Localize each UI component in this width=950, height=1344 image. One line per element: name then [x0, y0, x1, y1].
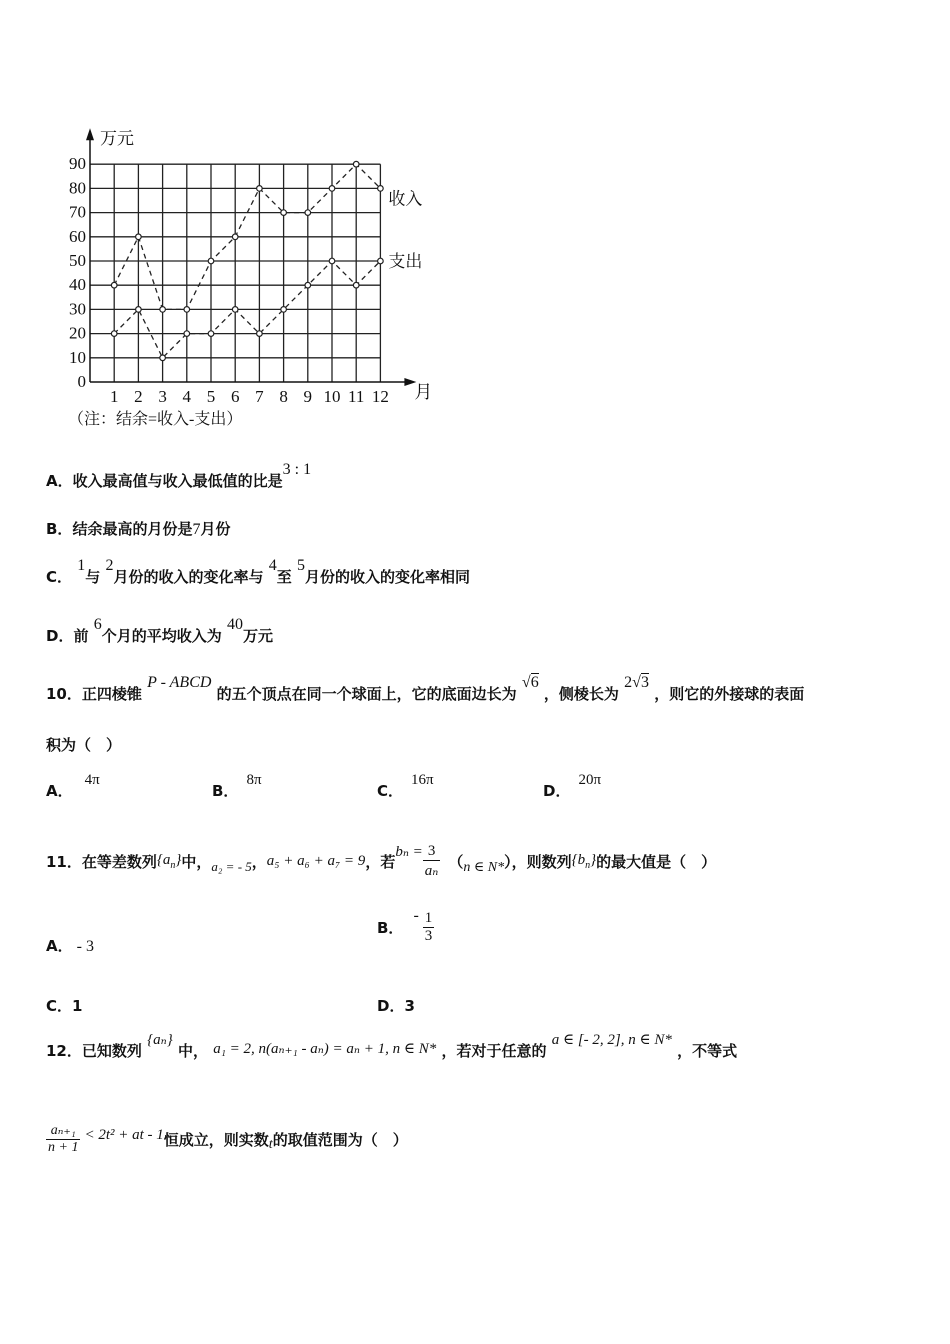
q9-option-d-t3: 万元 [242, 627, 273, 645]
q11-cond: n ∈ N* [463, 859, 505, 875]
q9-option-a-label: A． [46, 472, 73, 490]
q10-option-d-label: D． [543, 782, 571, 800]
q10-stem-line2: 积为（ ） [46, 736, 122, 754]
q11-option-d-value: 3 [404, 997, 415, 1015]
series-label-income: 收入 [388, 189, 423, 209]
x-tick-label: 6 [230, 387, 240, 406]
q12-seq: {aₙ} [147, 1032, 173, 1048]
q9-option-d-t1: 前 [73, 627, 89, 645]
q12-inequality-line [46, 1122, 408, 1156]
x-tick-label: 12 [371, 387, 389, 406]
q10-sqrt6: √6 [521, 674, 539, 691]
data-point [111, 282, 117, 288]
data-point [329, 186, 335, 192]
chart-note: （注：结余=收入-支出） [68, 411, 243, 428]
q9-option-d-m1: 6 [93, 616, 102, 633]
data-point [232, 307, 238, 313]
q11-option-b-sign: - [413, 906, 419, 924]
x-tick-label: 9 [303, 387, 313, 406]
data-point [208, 258, 214, 264]
q10-option-a-label: A． [46, 782, 73, 800]
q11-seq-b: $\{b_n\}$ [571, 851, 597, 871]
q12-frac [46, 1122, 80, 1156]
q9-option-d-t2: 个月的平均收入为 [101, 627, 222, 645]
q11-option-b [377, 906, 434, 945]
data-point [305, 282, 311, 288]
data-point [378, 186, 384, 192]
q10-option-a-value: 4π [84, 772, 100, 788]
y-axis-arrow [86, 128, 94, 140]
q10-option-b [212, 772, 262, 801]
q10-option-b-label: B． [212, 782, 239, 800]
chart-grid [90, 164, 380, 382]
q10-option-a [46, 772, 100, 801]
q10-t2: 的五个顶点在同一个球面上，它的底面边长为 [216, 685, 517, 703]
series-label-expense: 支出 [388, 252, 423, 271]
q11-t5: （ [448, 852, 464, 871]
q10-stem [46, 674, 805, 704]
q12-t3: ，若对于任意的 [441, 1042, 547, 1060]
x-tick-label: 7 [255, 387, 264, 406]
x-tick-label: 4 [182, 387, 192, 406]
y-tick-label: 70 [69, 202, 86, 222]
y-tick-label: 60 [69, 226, 86, 246]
q11-t7: 的最大值是（ ） [596, 852, 717, 871]
q11-seq-a: $\{a_n\}$ [156, 851, 182, 871]
q9-option-c-m1: 1 [77, 557, 86, 574]
q12-t4: ，不等式 [677, 1042, 738, 1060]
y-tick-label: 90 [69, 154, 86, 174]
q11-a2: a₂ = - 5 [211, 859, 252, 874]
q9-option-c-m2: 2 [105, 557, 114, 574]
q11-option-b-num: 1 [424, 910, 433, 926]
q12-t6: 的取值范围为（ ） [272, 1130, 408, 1149]
q11-bn-num: 3 [423, 843, 441, 861]
data-point [184, 307, 190, 313]
x-tick-label: 1 [109, 387, 119, 406]
q12-number: 12． [46, 1042, 82, 1060]
q11-number: 11． [46, 852, 82, 871]
q12-frac-num: aₙ₊₁ [46, 1122, 80, 1140]
q12-recurrence: a₁ = 2, n(aₙ₊₁ - aₙ) = aₙ + 1, n ∈ N* [213, 1041, 437, 1057]
q11-option-a [46, 935, 94, 956]
q12-var: t [268, 1137, 273, 1152]
data-point [184, 331, 190, 337]
q11-t1: 在等差数列 [81, 852, 157, 871]
q10-t1: 正四棱锥 [81, 685, 142, 703]
data-point [281, 307, 287, 313]
q12-stem [46, 1032, 738, 1061]
q9-option-c [46, 557, 471, 587]
x-tick-label: 2 [134, 387, 143, 406]
q9-option-c-t4: 月份的收入的变化率相同 [305, 568, 471, 586]
y-tick-label: 80 [69, 178, 86, 198]
q10-option-d [543, 772, 602, 801]
y-tick-label: 10 [69, 347, 86, 367]
q10-option-d-value: 20π [578, 772, 602, 788]
q11-stem [46, 836, 716, 886]
q9-option-b-text1: 结余最高的月份是 [72, 520, 193, 538]
q12-frac-den: n + 1 [48, 1140, 79, 1155]
q10-2sqrt3: 2√3 [624, 674, 649, 691]
data-point [232, 234, 238, 240]
q9-option-c-label: C． [46, 568, 73, 586]
y-tick-label: 20 [69, 323, 86, 343]
data-point [111, 331, 117, 337]
data-point [281, 210, 287, 216]
q9-option-c-t1: 与 [85, 568, 101, 586]
q11-t4: ，若 [365, 852, 396, 871]
data-point [378, 258, 384, 264]
q11-option-b-label: B． [377, 919, 404, 937]
q10-t4: ，则它的外接球的表面 [654, 685, 805, 703]
q9-option-b-label: B． [46, 520, 73, 538]
y-tick-label: 30 [69, 299, 86, 319]
q11-option-b-den: 3 [424, 928, 433, 944]
q12-domain: a ∈ [- 2, 2], n ∈ N* [551, 1032, 672, 1048]
q11-option-b-frac [423, 910, 435, 945]
q10-option-c-value: 16π [411, 772, 434, 788]
x-tick-label: 11 [348, 387, 365, 406]
q11-sum: a₅ + a₆ + a₇ = 9 [266, 852, 366, 869]
q9-option-a [46, 461, 312, 491]
x-tick-label: 8 [279, 387, 288, 406]
q11-option-c [46, 995, 82, 1016]
q9-option-c-t3: 至 [276, 568, 292, 586]
q10-sqrt6-radicand: 6 [530, 674, 539, 691]
q12-t1: 已知数列 [81, 1042, 142, 1060]
q9-option-b [46, 518, 230, 539]
q11-option-a-value: - 3 [76, 938, 94, 955]
q10-2sqrt3-radicand: 3 [640, 674, 649, 691]
q11-bn-lhs: bₙ = [395, 843, 423, 860]
q9-option-d-label: D． [46, 627, 74, 645]
q10-pyramid: P - ABCD [147, 674, 212, 691]
q11-t3: ， [251, 852, 267, 871]
data-point [160, 307, 166, 313]
q11-option-c-label: C． [46, 997, 73, 1015]
data-point [329, 258, 335, 264]
x-tick-label: 3 [158, 387, 167, 406]
data-point [257, 331, 263, 337]
y-tick-label: 0 [77, 372, 86, 391]
chart-axes [86, 128, 416, 386]
q11-bn-frac [423, 843, 441, 880]
data-point [257, 186, 263, 192]
data-point [305, 210, 311, 216]
data-point [208, 331, 214, 337]
q9-option-a-math: 3 : 1 [282, 461, 312, 478]
q11-bn-den: aₙ [424, 862, 439, 879]
q9-option-d-m2: 40 [226, 616, 243, 633]
x-axis-label: 月 [414, 382, 433, 402]
q10-number: 10． [46, 685, 82, 703]
q11-option-c-value: 1 [72, 997, 83, 1015]
y-tick-label: 40 [69, 275, 86, 295]
q9-option-c-m3: 4 [268, 557, 277, 574]
data-point [353, 282, 359, 288]
q11-option-a-label: A． [46, 937, 73, 955]
data-point [353, 161, 359, 167]
q9-option-c-m4: 5 [297, 557, 305, 574]
y-tick-label: 50 [69, 251, 86, 270]
q9-option-a-text: 收入最高值与收入最低值的比是 [72, 472, 283, 490]
q10-option-c [377, 772, 434, 801]
q11-option-d [377, 995, 415, 1016]
q11-t2: 中， [181, 852, 212, 871]
q12-t2: 中， [177, 1042, 208, 1060]
q9-option-d [46, 616, 273, 646]
chart-labels [68, 129, 432, 428]
data-point [136, 234, 142, 240]
q9-option-b-text2: 月份 [200, 520, 231, 538]
q9-option-b-math: 7 [192, 521, 201, 538]
income-expense-chart [40, 115, 460, 435]
data-point [160, 355, 166, 361]
q12-ineq: < 2t² + at - 1 [84, 1126, 164, 1143]
q10-t3: ，侧棱长为 [543, 685, 619, 703]
q9-option-c-t2: 月份的收入的变化率与 [113, 568, 264, 586]
q10-option-c-label: C． [377, 782, 404, 800]
data-point [136, 307, 142, 313]
y-axis-label: 万元 [100, 129, 134, 149]
q10-2sqrt3-coef: 2 [624, 674, 633, 691]
q10-option-b-value: 8π [246, 772, 262, 788]
q11-option-d-label: D． [377, 997, 405, 1015]
x-tick-label: 5 [206, 387, 216, 406]
x-tick-label: 10 [323, 387, 341, 406]
q11-t6: ），则数列 [504, 852, 572, 871]
q12-t5: 恒成立，则实数 [163, 1130, 269, 1149]
